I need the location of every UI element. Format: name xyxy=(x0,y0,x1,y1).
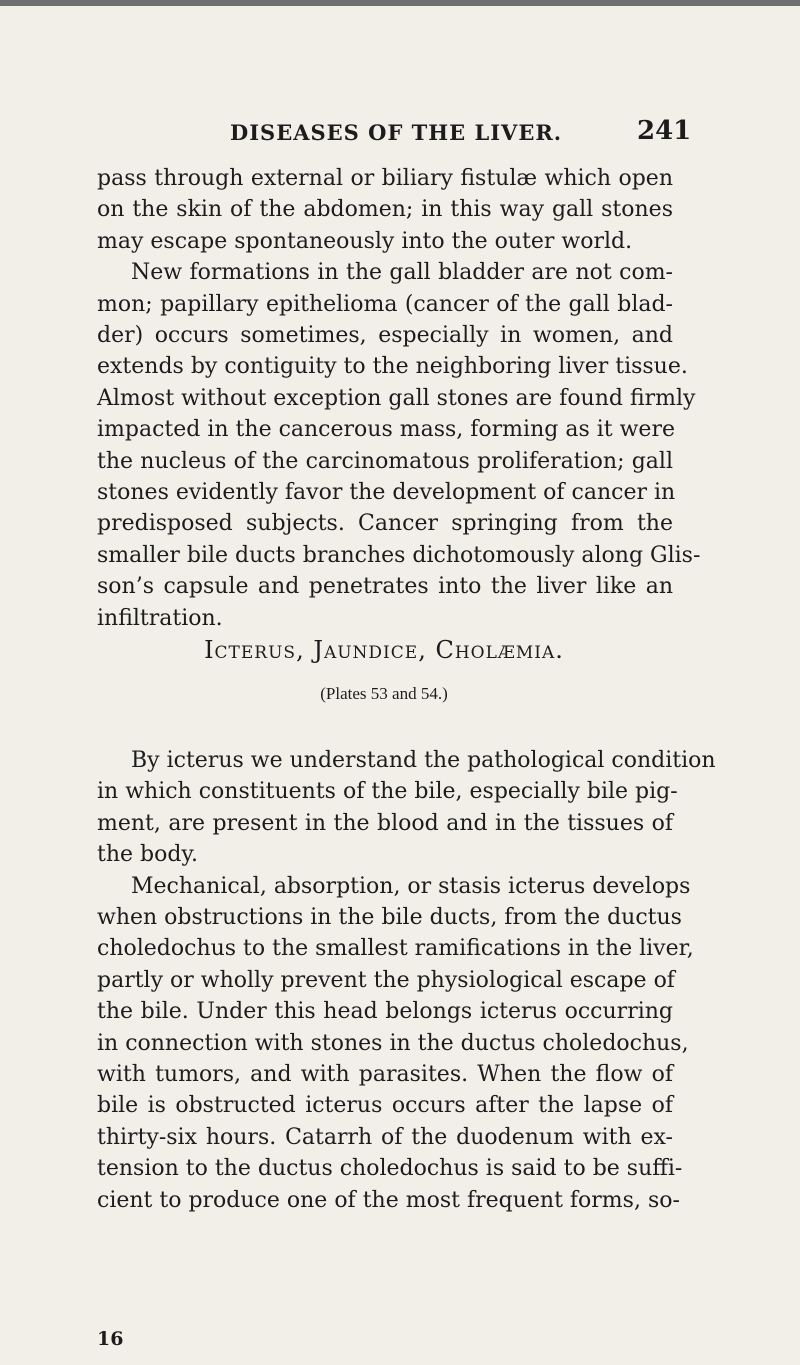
running-head: DISEASES OF THE LIVER. xyxy=(230,120,563,145)
text-line: with tumors, and with parasites. When the flow of xyxy=(97,1062,673,1088)
text-line: in connection with stones in the ductus choledochus, xyxy=(97,1030,689,1056)
text-line: predisposed subjects. Cancer springing from the xyxy=(97,511,673,537)
text-line: der) occurs sometimes, especially in women, and xyxy=(97,323,673,349)
text-line: pass through external or biliary fistulæ which open xyxy=(97,166,673,191)
text-line: tension to the ductus choledochus is said to be suffi- xyxy=(97,1156,683,1182)
section-heading xyxy=(96,636,672,664)
plates-note: (Plates 53 and 54.) xyxy=(320,684,448,703)
text-line: on the skin of the abdomen; in this way gall stones xyxy=(97,197,673,223)
section-heading-text: Icterus, Jaundice, Cholæmia. xyxy=(204,636,564,664)
page-number: 241 xyxy=(637,116,692,146)
text-line: impacted in the cancerous mass, forming as it were xyxy=(97,417,675,443)
text-line: bile is obstructed icterus occurs after the lapse of xyxy=(97,1093,673,1119)
text-line: in which constituents of the bile, especially bile pig- xyxy=(97,779,678,805)
body-text-first xyxy=(97,163,701,634)
text-line: choledochus to the smallest ramifications in the liver, xyxy=(97,936,694,962)
text-line: thirty-six hours. Catarrh of the duodenum with ex- xyxy=(97,1124,673,1150)
text-line: ment, are present in the blood and in the tissues of xyxy=(97,810,673,836)
text-line: the nucleus of the carcinomatous proliferation; gall xyxy=(97,448,673,474)
text-line: partly or wholly prevent the physiological escape of xyxy=(97,967,675,993)
text-line: New formations in the gall bladder are not com- xyxy=(131,260,673,286)
text-line: Mechanical, absorption, or stasis icterus develops xyxy=(131,873,691,899)
signature-mark: 16 xyxy=(97,1328,124,1350)
text-line: Almost without exception gall stones are found firmly xyxy=(97,385,696,411)
text-line: the bile. Under this head belongs icterus occurring xyxy=(97,999,673,1025)
text-line: mon; papillary epithelioma (cancer of the gall blad- xyxy=(97,291,673,317)
text-line: smaller bile ducts branches dichotomously along Glis- xyxy=(97,542,701,568)
text-line: cient to produce one of the most frequent forms, so- xyxy=(97,1187,680,1213)
text-line: son’s capsule and penetrates into the liver like an xyxy=(97,574,673,600)
text-line: when obstructions in the bile ducts, from the ductus xyxy=(97,905,682,931)
text-line: stones evidently favor the development of cancer in xyxy=(97,480,676,506)
body-text-second xyxy=(97,745,716,1216)
text-line: the body. xyxy=(97,842,198,868)
text-line: By icterus we understand the pathological condition xyxy=(131,748,716,773)
text-line: infiltration. xyxy=(97,605,223,631)
text-line: extends by contiguity to the neighboring liver tissue. xyxy=(97,354,688,380)
text-line: may escape spontaneously into the outer world. xyxy=(97,228,633,254)
